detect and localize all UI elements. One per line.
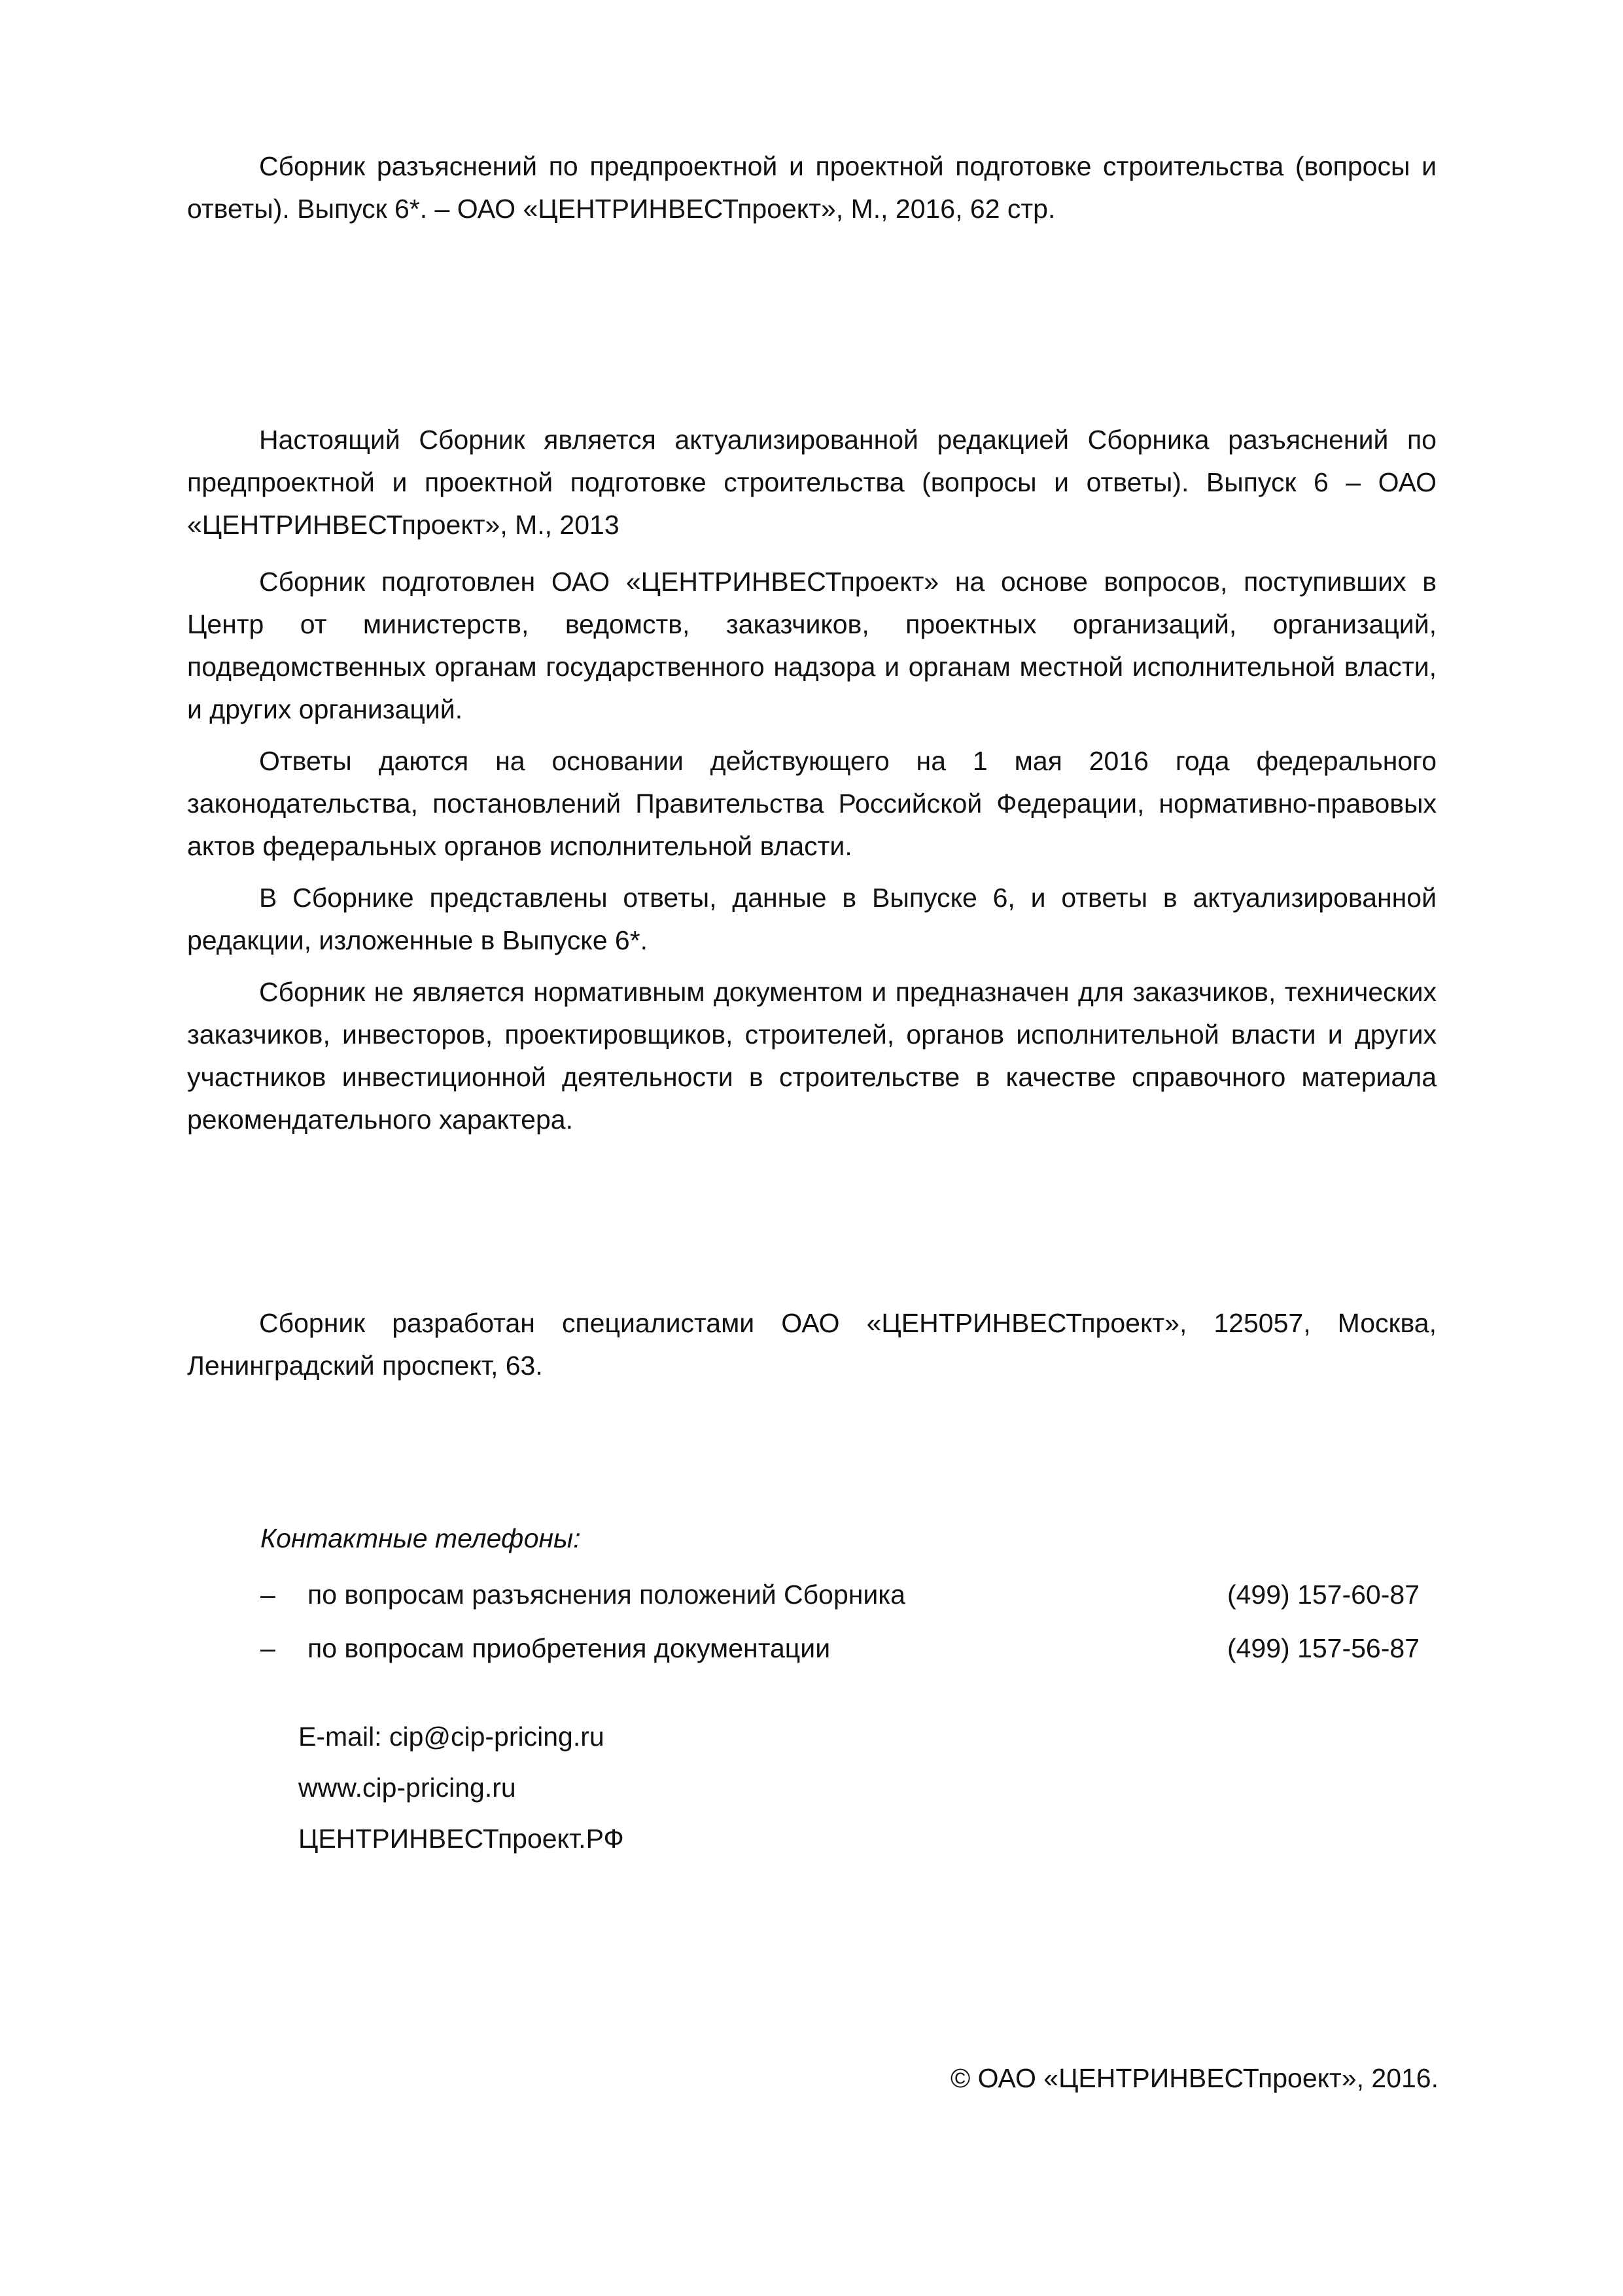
list-dash: – bbox=[260, 1633, 275, 1663]
contacts-section bbox=[260, 1511, 1438, 1675]
intro-paragraph-3: Ответы даются на основании действующего на 1 мая 2016 года федерального законодательства, постановлений Правительства Российской Федерации, нормативно-правовых актов федеральных органов исполнительной власти. bbox=[187, 746, 1437, 861]
copyright-notice: © ОАО «ЦЕНТРИНВЕСТпроект», 2016. bbox=[950, 2063, 1439, 2093]
domain-text: ЦЕНТРИНВЕСТпроект.РФ bbox=[298, 1824, 624, 1854]
intro-paragraph-5: Сборник не является нормативным документом и предназначен для заказчиков, технических заказчиков, инвесторов, проектировщиков, строителей, органов исполнительной власти и других участников инвестиционной деятельности в строительстве в качестве справочного материала рекомендательного характера. bbox=[187, 977, 1437, 1135]
phone-number: (499) 157-56-87 bbox=[1227, 1633, 1420, 1663]
contact-label: по вопросам приобретения документации bbox=[307, 1633, 831, 1663]
list-dash: – bbox=[260, 1580, 275, 1610]
intro-paragraph-2: Сборник подготовлен ОАО «ЦЕНТРИНВЕСТпроект» на основе вопросов, поступивших в Центр от министерств, ведомств, заказчиков, проектных организаций, организаций, подведомственных органам государственного надзора и органам местной исполнительной власти, и других организаций. bbox=[187, 567, 1437, 724]
developer-note: Сборник разработан специалистами ОАО «ЦЕНТРИНВЕСТпроект», 125057, Москва, Ленинградский проспект, 63. bbox=[187, 1308, 1437, 1381]
contact-row-purchase bbox=[260, 1621, 1420, 1675]
links-section bbox=[298, 1711, 624, 1864]
intro-rest bbox=[187, 561, 1437, 1141]
email-text: E-mail: cip@cip-pricing.ru bbox=[298, 1722, 604, 1752]
phone-number: (499) 157-60-87 bbox=[1227, 1580, 1420, 1610]
contact-row-clarification bbox=[260, 1568, 1420, 1621]
website-text: www.cip-pricing.ru bbox=[298, 1773, 516, 1803]
contact-label: по вопросам разъяснения положений Сборника bbox=[307, 1580, 905, 1610]
intro-paragraph-4: В Сборнике представлены ответы, данные в Выпуске 6, и ответы в актуализированной редакции, изложенные в Выпуске 6*. bbox=[187, 883, 1437, 955]
intro-paragraph-1: Настоящий Сборник является актуализированной редакцией Сборника разъяснений по предпроектной и проектной подготовке строительства (вопросы и ответы). Выпуск 6 – ОАО «ЦЕНТРИНВЕСТпроект», М., 2013 bbox=[187, 425, 1437, 540]
intro-first-clip bbox=[187, 419, 1437, 546]
intro-section bbox=[187, 419, 1437, 1150]
bibliographic-reference: Сборник разъяснений по предпроектной и проектной подготовке строительства (вопросы и ответы). Выпуск 6*. – ОАО «ЦЕНТРИНВЕСТпроект», М., 2016, 62 стр. bbox=[187, 151, 1437, 224]
contacts-title: Контактные телефоны: bbox=[260, 1523, 581, 1553]
